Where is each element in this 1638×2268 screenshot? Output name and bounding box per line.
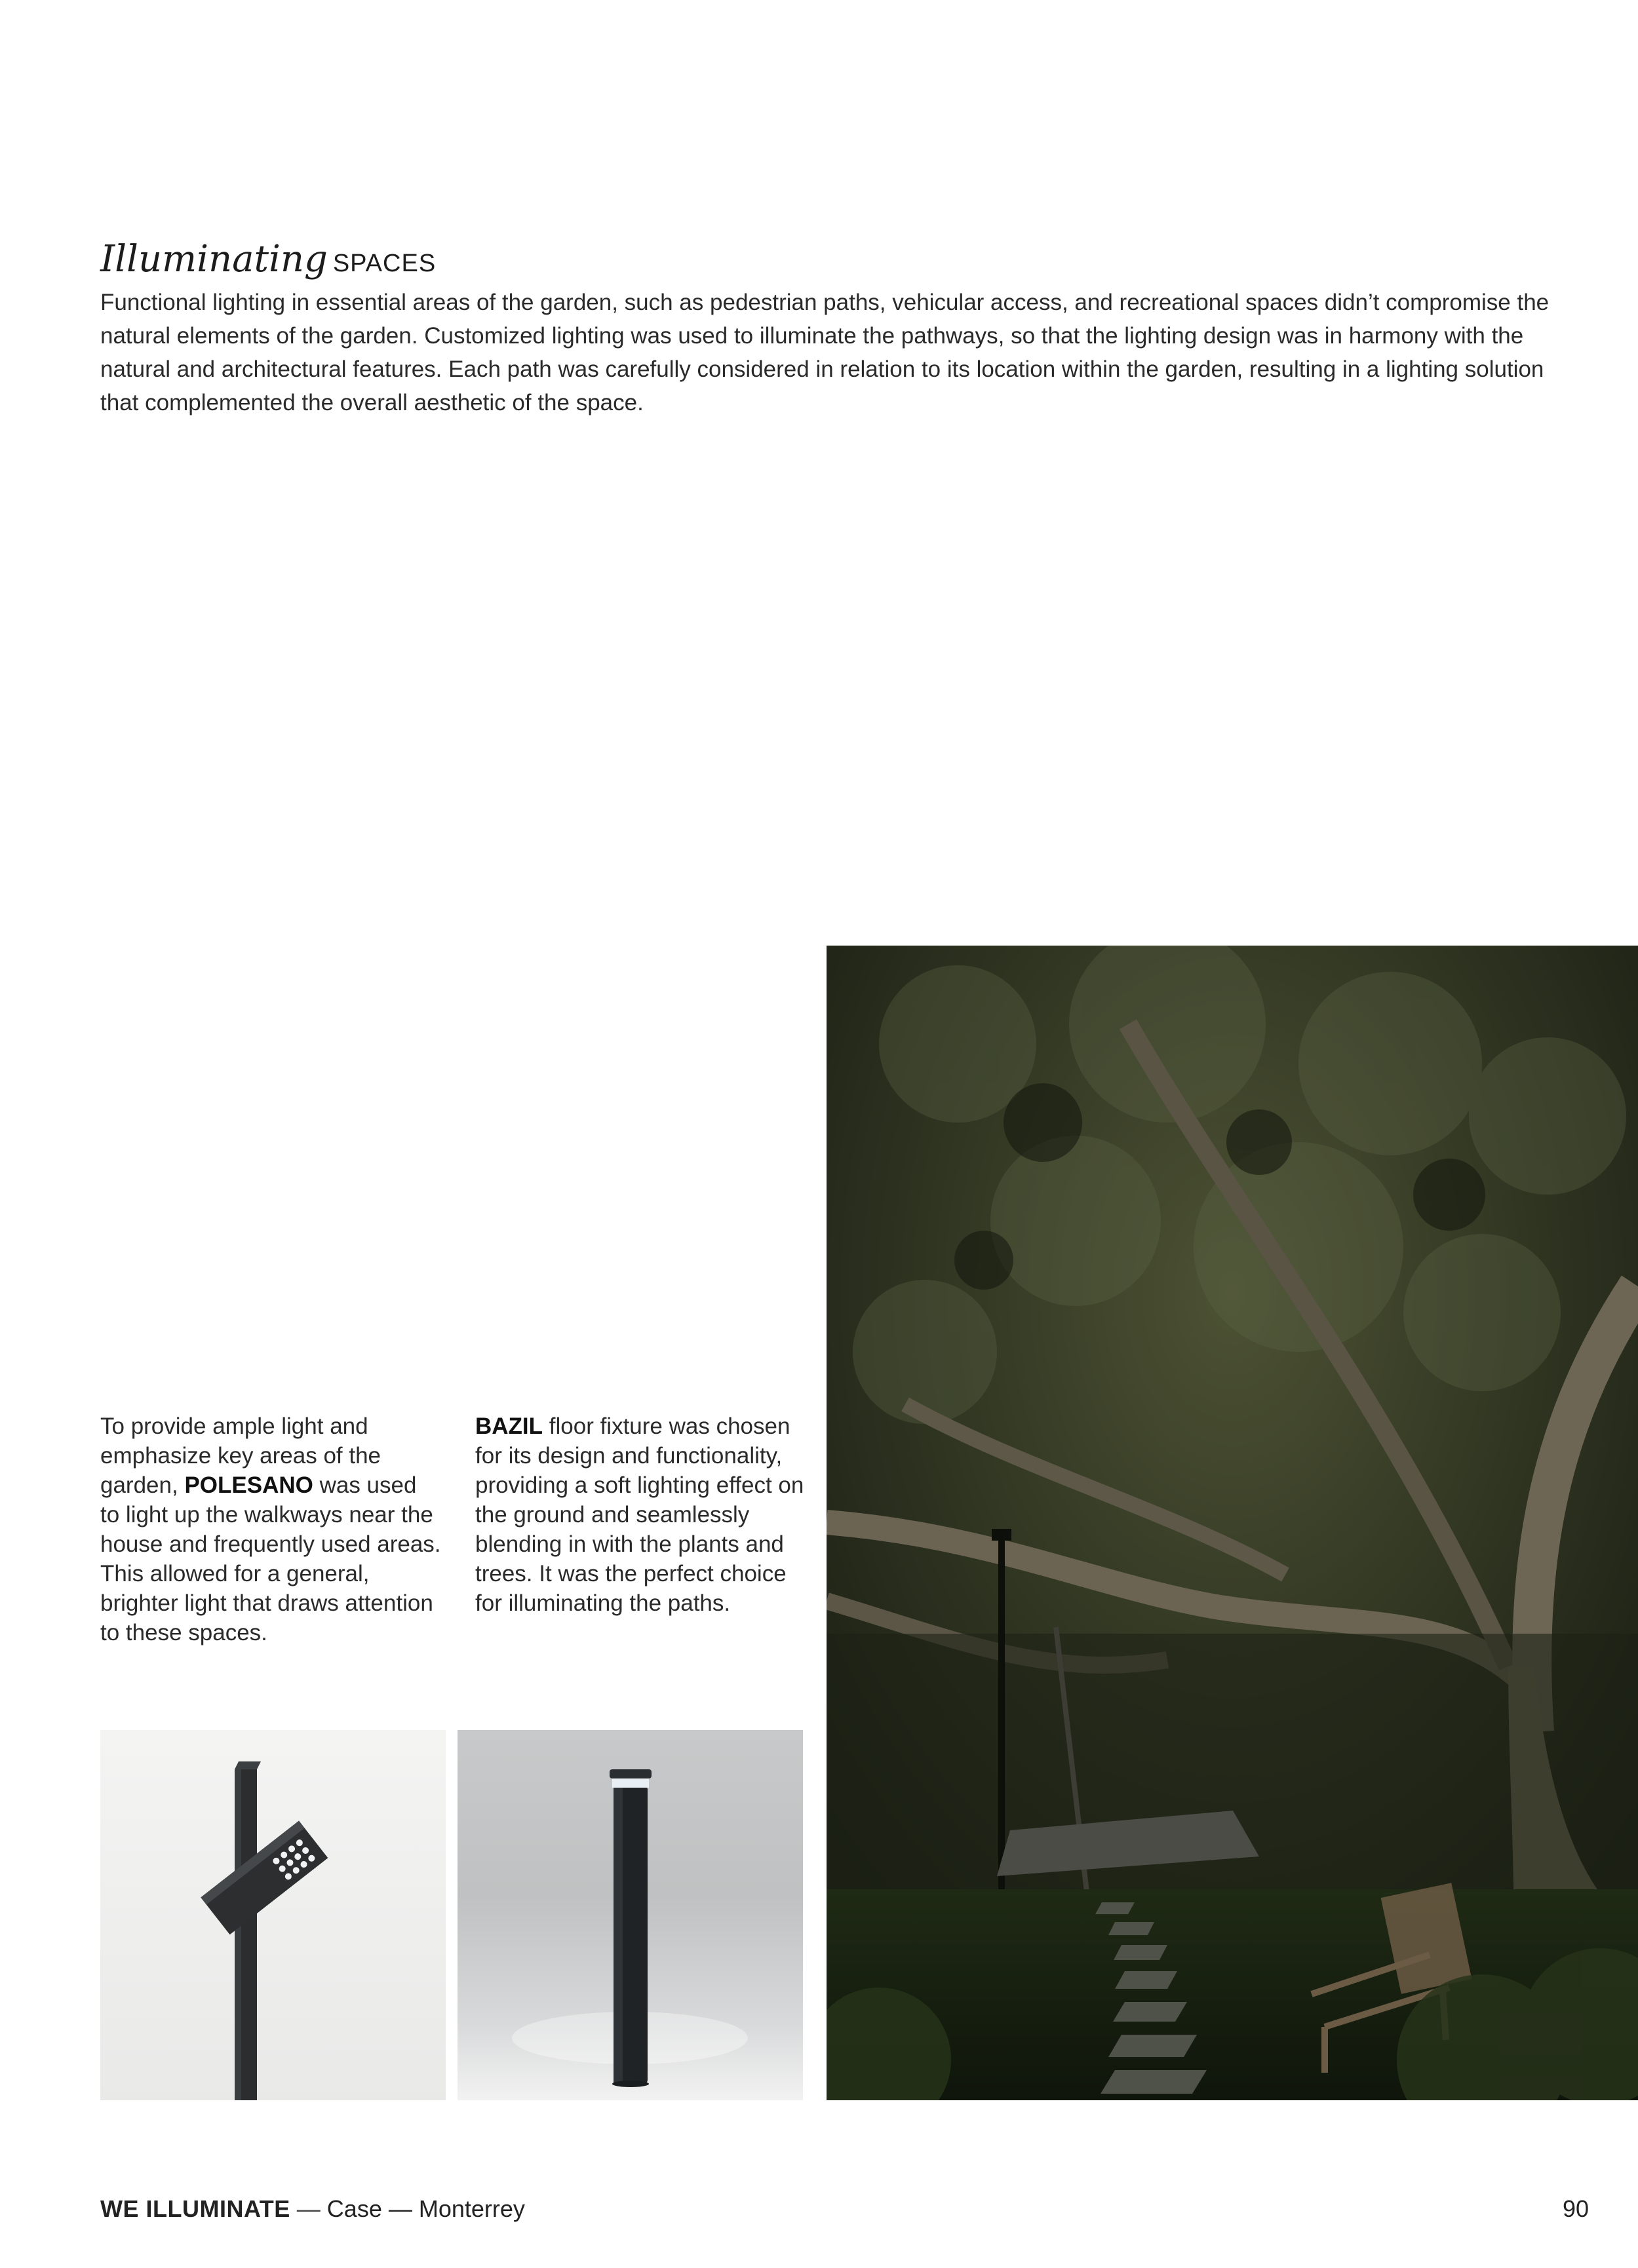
- bazil-product-photo: [458, 1730, 803, 2100]
- footer-title: [100, 2195, 525, 2223]
- polesano-fixture-illustration: [100, 1730, 446, 2100]
- footer-case: Case — Monterrey: [326, 2195, 525, 2222]
- intro-paragraph: Functional lighting in essential areas of the garden, such as pedestrian paths, vehicular access, and recreational spaces didn’t compromise the natural elements of the garden. Customized lighting was used to illuminate the pathways, so that the lighting design was in harmony with the natural and architectural features. Each path was carefully considered in relation to its location within the garden, resulting in a lighting solution that complemented the overall aesthetic of the space.: [100, 290, 1550, 415]
- page-number: 90: [1562, 2195, 1589, 2222]
- bazil-description: BAZIL floor fixture was chosen for its design and functionality, providing a soft lighting effect on the ground and seamlessly blending in with the plants and trees. It was the perfect choice for illuminating the paths.: [475, 1413, 804, 1616]
- garden-night-photo: [827, 946, 1638, 2100]
- footer-separator: —: [296, 2195, 321, 2222]
- heading-caps-word: SPACES: [332, 250, 437, 277]
- polesano-description: To provide ample light and emphasize key areas of the garden, POLESANO was used to light up the walkways near the house and frequently used areas. This allowed for a general, brighter light that draws attention to these spaces.: [100, 1413, 441, 1645]
- polesano-product-photo: [100, 1730, 446, 2100]
- product-name-bazil: BAZIL: [475, 1413, 543, 1439]
- garden-scene-illustration: [827, 946, 1638, 2100]
- footer-brand: WE ILLUMINATE: [100, 2195, 290, 2222]
- heading-script-word: Illuminating: [100, 238, 328, 280]
- section-heading: [100, 238, 437, 280]
- product-name-polesano: POLESANO: [184, 1472, 313, 1498]
- bazil-fixture-illustration: [458, 1730, 803, 2100]
